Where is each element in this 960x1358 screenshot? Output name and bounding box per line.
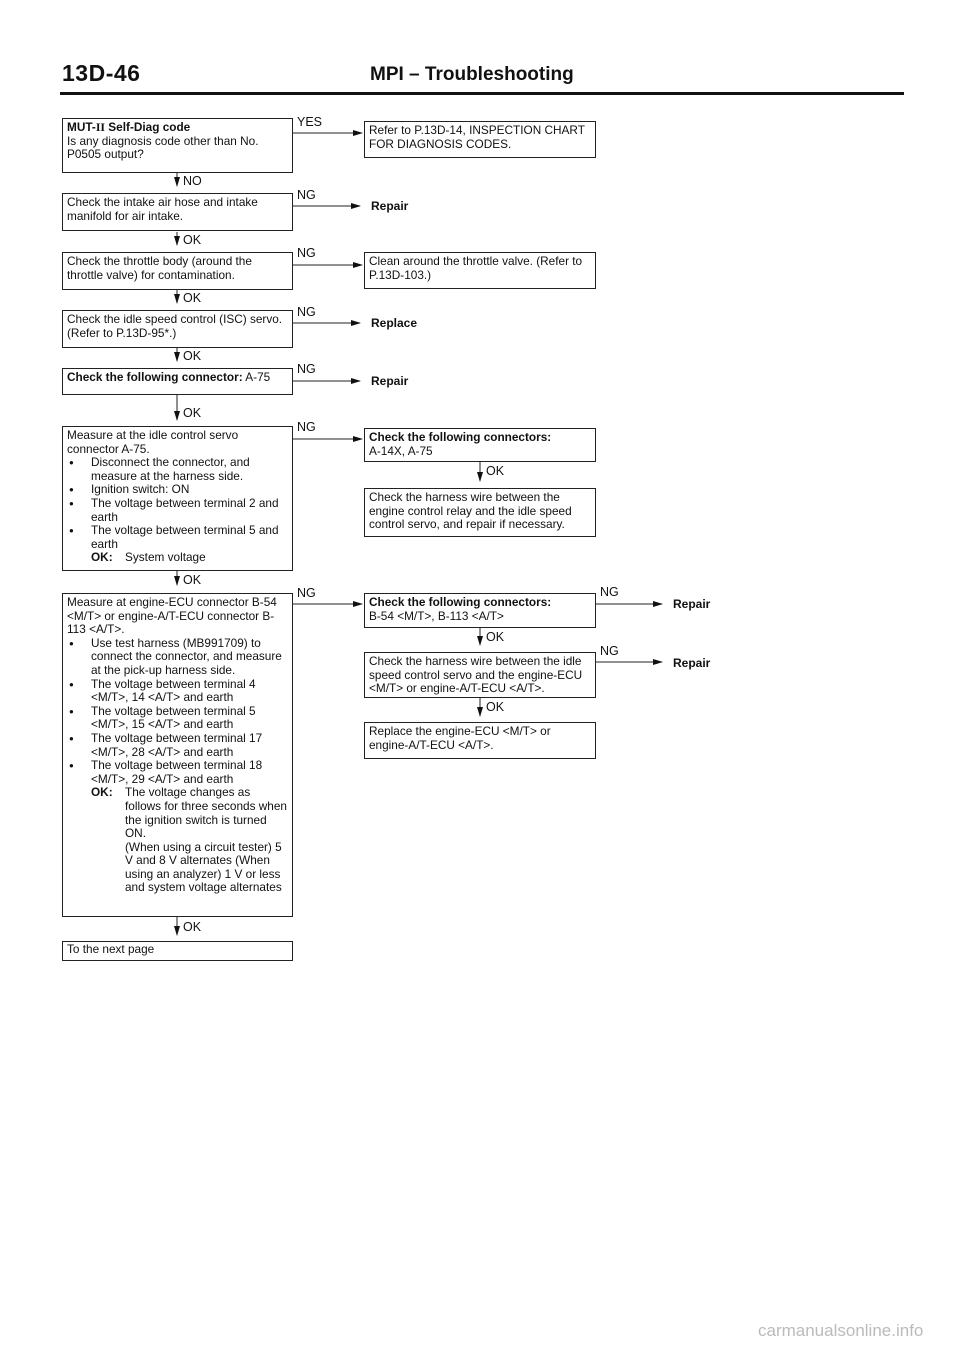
flow-label-ok: OK [183, 233, 202, 247]
box-isc-measure-intro: Measure at the idle control servo connector A-75. [67, 428, 239, 456]
result-repair: Repair [371, 199, 409, 213]
box-clean-throttle-text: Clean around the throttle valve. (Refer to P.13D-103.) [369, 254, 583, 282]
flow-label-ng: NG [600, 585, 619, 599]
box-intake-check [62, 193, 293, 231]
flow-label-ok: OK [486, 630, 505, 644]
result-replace: Replace [371, 316, 418, 330]
bullet-item: ● The voltage between terminal 2 and earth [67, 497, 288, 524]
bullet-item: ● The voltage between terminal 5 and earth [67, 524, 288, 551]
ok-condition: OK: System voltage [91, 550, 206, 565]
flow-label-no: NO [183, 174, 202, 188]
flow-label-ok: OK [183, 349, 202, 363]
box-refer-inspection [364, 121, 596, 158]
box-connector-a75 [62, 368, 293, 395]
box-check-connectors-a14x-list: A-14X, A-75 [369, 443, 433, 458]
box-refer-inspection-text: Refer to P.13D-14, INSPECTION CHART FOR DIAGNOSIS CODES. [369, 123, 585, 151]
box-harness-relay-text: Check the harness wire between the engine control relay and the idle speed control servo, and repair if necessary. [369, 490, 572, 532]
flow-label-ok: OK [183, 920, 202, 934]
flow-label-ng: NG [297, 420, 316, 434]
flow-label-ng: NG [297, 305, 316, 319]
result-repair: Repair [371, 374, 409, 388]
box-self-diag-title: MUT-II Self-Diag code [67, 120, 191, 134]
box-next-page [62, 941, 293, 961]
result-repair: Repair [673, 597, 711, 611]
box-connector-a75-text: Check the following connector: A-75 [67, 370, 271, 384]
box-check-connectors-b54-list: B-54 <M/T>, B-113 <A/T> [369, 608, 504, 623]
box-harness-relay [364, 488, 596, 537]
flow-label-yes: YES [297, 115, 323, 129]
ok-condition-extra: (When using a circuit tester) 5 V and 8 V alternates (When using an analyzer) 1 V or less and system voltage alternates [125, 839, 282, 895]
bullet-item: ● The voltage between terminal 4 <M/T>, 14 <A/T> and earth [67, 678, 288, 705]
flow-label-ng: NG [297, 586, 316, 600]
bullet-item: ● Use test harness (MB991709) to connect the connector, and measure at the pick-up harness side. [67, 637, 288, 678]
box-check-connectors-b54 [364, 593, 596, 628]
box-next-page-text: To the next page [67, 942, 155, 956]
bullet-item: ● The voltage between terminal 18 <M/T>, 29 <A/T> and earth [67, 759, 288, 786]
box-clean-throttle [364, 252, 596, 289]
flow-label-ok: OK [486, 464, 505, 478]
box-isc-check [62, 310, 293, 348]
box-throttle-check [62, 252, 293, 290]
flow-label-ok: OK [183, 291, 202, 305]
box-throttle-check-text: Check the throttle body (around the throttle valve) for contamination. [67, 254, 252, 282]
box-harness-ecu-text: Check the harness wire between the idle speed control servo and the engine-ECU <M/T> or engine-A/T-ECU <A/T>. [369, 654, 583, 696]
box-self-diag [62, 118, 293, 173]
flow-label-ok: OK [183, 573, 202, 587]
bullet-item: ● The voltage between terminal 17 <M/T>, 28 <A/T> and earth [67, 732, 288, 759]
box-check-connectors-a14x-title: Check the following connectors: [369, 430, 552, 444]
box-check-connectors-a14x [364, 428, 596, 462]
result-repair: Repair [673, 656, 711, 670]
box-ecu-measure-intro: Measure at engine-ECU connector B-54 <M/T> or engine-A/T-ECU connector B-113 <A/T>. [67, 595, 277, 637]
box-harness-ecu [364, 652, 596, 698]
box-check-connectors-b54-title: Check the following connectors: [369, 595, 552, 609]
flow-label-ng: NG [600, 644, 619, 658]
bullet-item: ● Ignition switch: ON [67, 483, 288, 497]
box-ecu-measure [62, 593, 293, 917]
box-isc-measure [62, 426, 293, 571]
flow-label-ok: OK [486, 700, 505, 714]
flow-label-ng: NG [297, 188, 316, 202]
box-isc-check-text: Check the idle speed control (ISC) servo. (Refer to P.13D-95*.) [67, 312, 283, 340]
box-intake-check-text: Check the intake air hose and intake manifold for air intake. [67, 195, 258, 223]
bullet-item: ● The voltage between terminal 5 <M/T>, 15 <A/T> and earth [67, 705, 288, 732]
flow-label-ng: NG [297, 246, 316, 260]
flow-label-ng: NG [297, 362, 316, 376]
bullet-item: ● Disconnect the connector, and measure at the harness side. [67, 456, 288, 483]
page-title: MPI – Troubleshooting [370, 64, 574, 85]
box-replace-ecu [364, 722, 596, 759]
flow-label-ok: OK [183, 406, 202, 420]
box-self-diag-text: Is any diagnosis code other than No. P0505 output? [67, 133, 259, 162]
watermark: carmanualsonline.info [758, 1321, 924, 1340]
page-code: 13D-46 [62, 60, 141, 86]
ok-condition: OK: The voltage changes as follows for three seconds when the ignition switch is turned ON. [91, 785, 287, 841]
box-replace-ecu-text: Replace the engine-ECU <M/T> or engine-A/T-ECU <A/T>. [369, 724, 551, 752]
